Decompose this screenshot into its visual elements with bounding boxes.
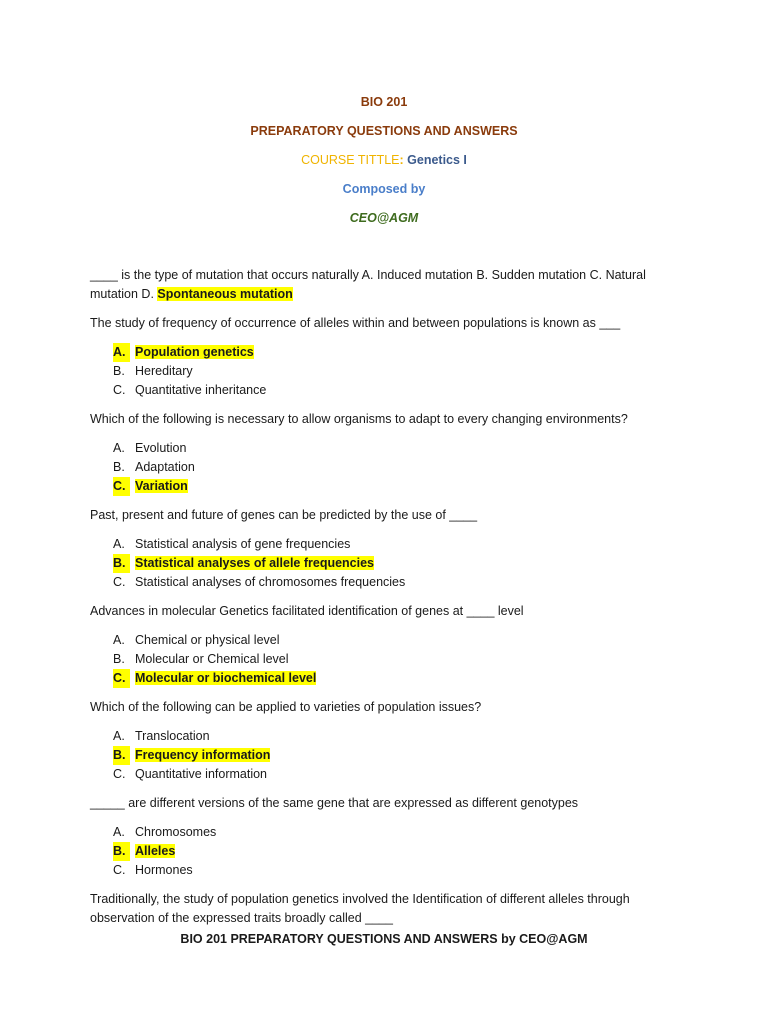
option (90, 650, 680, 669)
question-4: Past, present and future of genes can be predicted by the use of ____ (90, 508, 478, 522)
option (90, 535, 680, 554)
option-letter: A. (113, 441, 125, 455)
option-text: Molecular or Chemical level (135, 652, 289, 666)
option-text: Alleles (135, 844, 176, 858)
option (90, 727, 680, 746)
option-text: Translocation (135, 729, 210, 743)
option (90, 765, 680, 784)
composed-by-label: Composed by (342, 182, 426, 196)
question-7-options (90, 823, 680, 880)
question-1-answer: Spontaneous mutation (157, 287, 293, 301)
option-letter: B. (113, 652, 125, 666)
question-7: _____ are different versions of the same gene that are expressed as different genotypes (90, 796, 579, 810)
question-3-options (90, 439, 680, 496)
option-text: Quantitative information (135, 767, 268, 781)
question-4-options (90, 535, 680, 592)
course-title-value: Genetics I (403, 153, 467, 167)
option-letter: B. (113, 842, 130, 861)
option-letter: C. (113, 767, 126, 781)
option (90, 362, 680, 381)
question-5: Advances in molecular Genetics facilitated identification of genes at ____ level (90, 604, 524, 618)
option-text: Hereditary (135, 364, 193, 378)
course-title-label: COURSE TITTLE (301, 153, 400, 167)
page-footer: BIO 201 PREPARATORY QUESTIONS AND ANSWERS by CEO@AGM (180, 932, 588, 946)
option (90, 861, 680, 880)
question-3: Which of the following is necessary to allow organisms to adapt to every changing environments? (90, 412, 628, 426)
option (90, 669, 680, 688)
option-text: Statistical analysis of gene frequencies (135, 537, 351, 551)
option (90, 477, 680, 496)
option-letter: A. (113, 537, 125, 551)
question-8: Traditionally, the study of population genetics involved the Identification of different alleles through observation of the expressed traits broadly called ____ (90, 892, 630, 925)
option (90, 842, 680, 861)
option (90, 458, 680, 477)
option-text: Molecular or biochemical level (135, 671, 317, 685)
question-2-options (90, 343, 680, 400)
option-letter: A. (113, 633, 125, 647)
option-text: Variation (135, 479, 188, 493)
question-6: Which of the following can be applied to varieties of population issues? (90, 700, 482, 714)
option-letter: B. (113, 460, 125, 474)
option-letter: B. (113, 554, 130, 573)
author-name: CEO@AGM (349, 211, 419, 225)
question-2: The study of frequency of occurrence of alleles within and between populations is known as ___ (90, 316, 621, 330)
option-text: Quantitative inheritance (135, 383, 267, 397)
option-letter: A. (113, 729, 125, 743)
option (90, 631, 680, 650)
option-letter: C. (113, 575, 126, 589)
option-text: Frequency information (135, 748, 271, 762)
option-letter: B. (113, 746, 130, 765)
question-6-options (90, 727, 680, 784)
question-5-options (90, 631, 680, 688)
option-letter: B. (113, 364, 125, 378)
option-letter: C. (113, 477, 130, 496)
course-title-separator: : (399, 153, 404, 167)
option-letter: A. (113, 343, 130, 362)
option-text: Evolution (135, 441, 187, 455)
option (90, 823, 680, 842)
course-title-line (0, 152, 768, 181)
question-1-text: ____ is the type of mutation that occurs naturally A. Induced mutation B. Sudden mutation C. Natural mutation D. (90, 268, 646, 301)
option (90, 381, 680, 400)
option-text: Adaptation (135, 460, 195, 474)
option (90, 573, 680, 592)
option-text: Statistical analyses of allele frequencies (135, 556, 375, 570)
option (90, 439, 680, 458)
question-1 (90, 266, 680, 304)
option-letter: C. (113, 863, 126, 877)
option-text: Hormones (135, 863, 193, 877)
option-text: Statistical analyses of chromosomes frequencies (135, 575, 406, 589)
document-subtitle: PREPARATORY QUESTIONS AND ANSWERS (250, 124, 518, 138)
option (90, 746, 680, 765)
option-text: Chemical or physical level (135, 633, 280, 647)
course-code: BIO 201 (360, 95, 408, 109)
option-text: Population genetics (135, 345, 254, 359)
option (90, 554, 680, 573)
option (90, 343, 680, 362)
option-text: Chromosomes (135, 825, 217, 839)
document-header (0, 94, 768, 239)
question-list (90, 266, 680, 938)
option-letter: C. (113, 383, 126, 397)
option-letter: A. (113, 825, 125, 839)
option-letter: C. (113, 669, 130, 688)
